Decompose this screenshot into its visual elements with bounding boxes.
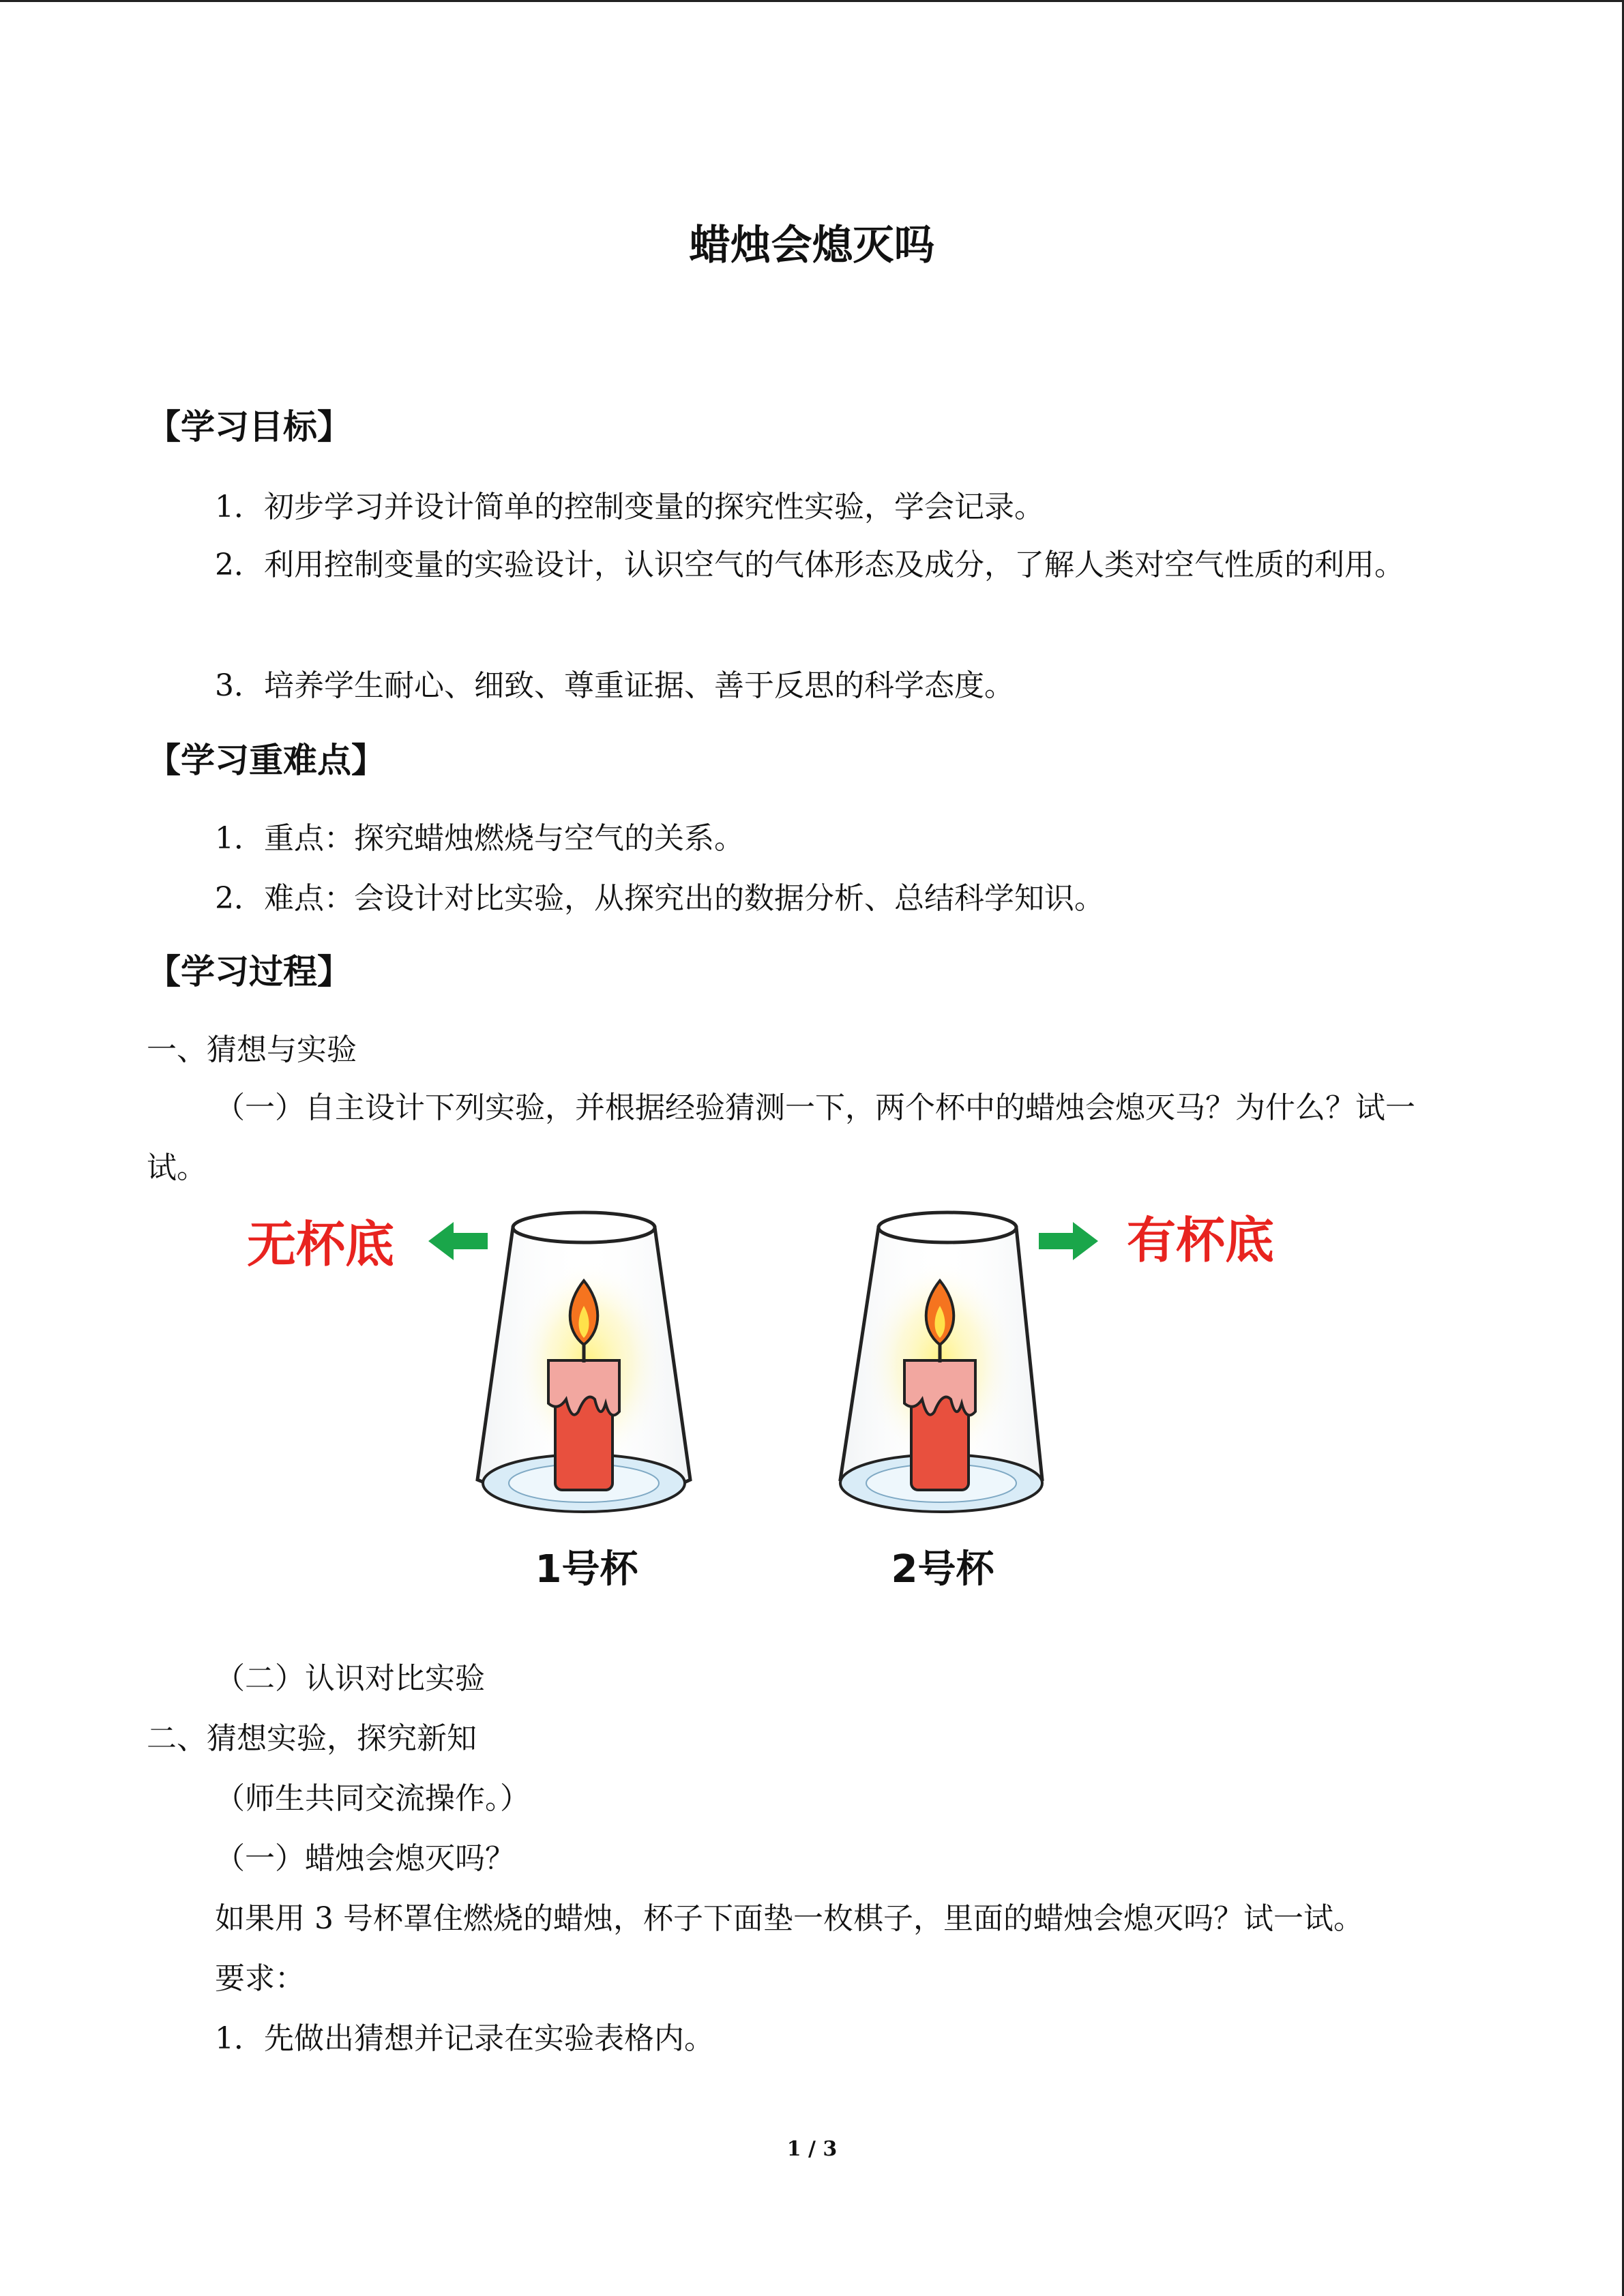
part2-sub1: （一）蜡烛会熄灭吗？ — [215, 1841, 515, 1876]
part1-title: 一、猜想与实验 — [147, 1032, 357, 1067]
label-with-bottom: 有杯底 — [1126, 1212, 1275, 1269]
goal-item-1: 1．初步学习并设计简单的控制变量的探究性实验，学会记录。 — [215, 490, 1044, 524]
label-no-bottom: 无杯底 — [246, 1216, 395, 1273]
part1-sub1: （一）自主设计下列实验，并根据经验猜测一下，两个杯中的蜡烛会熄灭马？为什么？试一试。 — [147, 1090, 1415, 1185]
part2-item-1: 1．先做出猜想并记录在实验表格内。 — [215, 2021, 714, 2056]
part1-sub2: （二）认识对比实验 — [215, 1661, 485, 1696]
key-point-item-2: 2．难点：会设计对比实验，从探究出的数据分析、总结科学知识。 — [215, 881, 1104, 916]
page-number: 1 / 3 — [786, 2137, 838, 2161]
key-point-item-1: 1．重点：探究蜡烛燃烧与空气的关系。 — [215, 821, 744, 856]
part2-text: 如果用 3 号杯罩住燃烧的蜡烛，杯子下面垫一枚棋子，里面的蜡烛会熄灭吗？试一试。 — [215, 1901, 1363, 1936]
arrow-left-icon — [428, 1222, 488, 1260]
goal-item-2: 2．利用控制变量的实验设计，认识空气的气体形态及成分，了解人类对空气性质的利用。 — [215, 548, 1404, 582]
part2-requirement: 要求： — [215, 1961, 305, 1996]
cup-1-label: 1号杯 — [535, 1547, 638, 1592]
arrow-right-icon — [1039, 1222, 1098, 1260]
section-heading-key-points: 【学习重难点】 — [147, 741, 385, 780]
cup-2-label: 2号杯 — [891, 1547, 994, 1592]
page-title: 蜡烛会熄灭吗 — [689, 222, 935, 269]
cup-1-illustration — [477, 1212, 690, 1512]
section-heading-process: 【学习过程】 — [147, 952, 351, 992]
goal-item-3: 3．培养学生耐心、细致、尊重证据、善于反思的科学态度。 — [215, 668, 1014, 703]
section-heading-goals: 【学习目标】 — [147, 407, 351, 447]
cup-2-illustration — [840, 1212, 1042, 1512]
candle-experiment-figure — [0, 1187, 1624, 1609]
part2-note: （师生共同交流操作。） — [215, 1781, 530, 1816]
part2-title: 二、猜想实验，探究新知 — [147, 1721, 477, 1756]
